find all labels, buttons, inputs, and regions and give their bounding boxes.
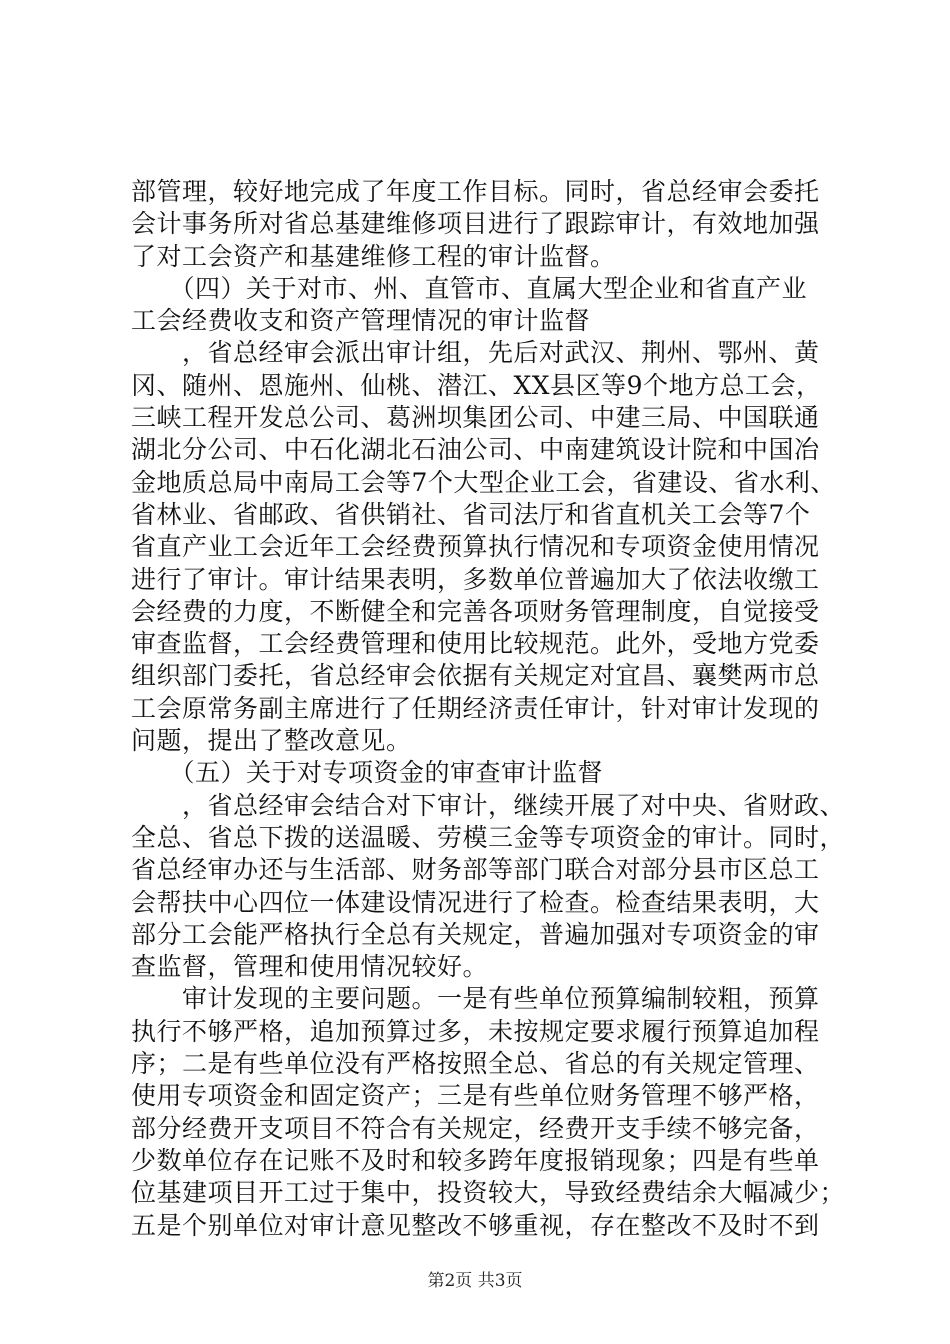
text-line: 省直产业工会近年工会经费预算执行情况和专项资金使用情况 xyxy=(131,532,820,562)
text-line: 湖北分公司、中石化湖北石油公司、中南建筑设计院和中国冶 xyxy=(131,435,820,465)
text-line: 少数单位存在记账不及时和较多跨年度报销现象；四是有些单 xyxy=(131,1145,820,1175)
page-number-footer: 第2页 共3页 xyxy=(427,1271,523,1291)
text-line: 部分工会能严格执行全总有关规定，普遍加强对专项资金的审 xyxy=(131,919,820,949)
text-line: 进行了审计。审计结果表明，多数单位普遍加大了依法收缴工 xyxy=(131,564,820,594)
text-line: 会计事务所对省总基建维修项目进行了跟踪审计，有效地加强 xyxy=(131,209,820,239)
text-line: 会经费的力度，不断健全和完善各项财务管理制度，自觉接受 xyxy=(131,596,820,626)
text-line: ，省总经审会结合对下审计，继续开展了对中央、省财政、 xyxy=(131,790,846,820)
text-line: 查监督，管理和使用情况较好。 xyxy=(131,952,489,982)
text-line: 工会原常务副主席进行了任期经济责任审计，针对审计发现的 xyxy=(131,693,820,723)
text-line: 三峡工程开发总公司、葛洲坝集团公司、中建三局、中国联通 xyxy=(131,403,820,433)
text-line: 使用专项资金和固定资产；三是有些单位财务管理不够严格， xyxy=(131,1081,820,1111)
text-line: 序；二是有些单位没有严格按照全总、省总的有关规定管理、 xyxy=(131,1049,820,1079)
document-body xyxy=(131,176,846,1242)
text-line: 全总、省总下拨的送温暖、劳模三金等专项资金的审计。同时， xyxy=(131,822,846,852)
text-line: 审查监督，工会经费管理和使用比较规范。此外，受地方党委 xyxy=(131,629,820,659)
text-line: 了对工会资产和基建维修工程的审计监督。 xyxy=(131,241,616,271)
text-line: 省林业、省邮政、省供销社、省司法厅和省直机关工会等7个 xyxy=(131,499,811,529)
text-line: 金地质总局中南局工会等7个大型企业工会，省建设、省水利、 xyxy=(131,467,836,497)
text-line: 审计发现的主要问题。一是有些单位预算编制较粗，预算 xyxy=(131,984,820,1014)
text-line: 问题，提出了整改意见。 xyxy=(131,726,412,756)
text-line: 省总经审办还与生活部、财务部等部门联合对部分县市区总工 xyxy=(131,855,820,885)
section-heading-line: 工会经费收支和资产管理情况的审计监督 xyxy=(131,306,591,336)
text-line: 五是个别单位对审计意见整改不够重视，存在整改不及时不到 xyxy=(131,1210,820,1240)
section-heading-line: （四）关于对市、州、直管市、直属大型企业和省直产业 xyxy=(131,273,808,303)
text-line: 组织部门委托，省总经审会依据有关规定对宜昌、襄樊两市总 xyxy=(131,661,820,691)
text-line: 执行不够严格，追加预算过多，未按规定要求履行预算追加程 xyxy=(131,1016,820,1046)
text-line: 部分经费开支项目不符合有关规定，经费开支手续不够完备， xyxy=(131,1113,820,1143)
text-line: ，省总经审会派出审计组，先后对武汉、荆州、鄂州、黄 xyxy=(131,338,820,368)
section-heading-line: （五）关于对专项资金的审查审计监督 xyxy=(131,758,604,788)
text-line: 冈、随州、恩施州、仙桃、潜江、XX县区等9个地方总工会， xyxy=(131,370,822,400)
text-line: 会帮扶中心四位一体建设情况进行了检查。检查结果表明，大 xyxy=(131,887,820,917)
text-line: 位基建项目开工过于集中，投资较大，导致经费结余大幅减少； xyxy=(131,1178,846,1208)
text-line: 部管理，较好地完成了年度工作目标。同时，省总经审会委托 xyxy=(131,177,820,206)
